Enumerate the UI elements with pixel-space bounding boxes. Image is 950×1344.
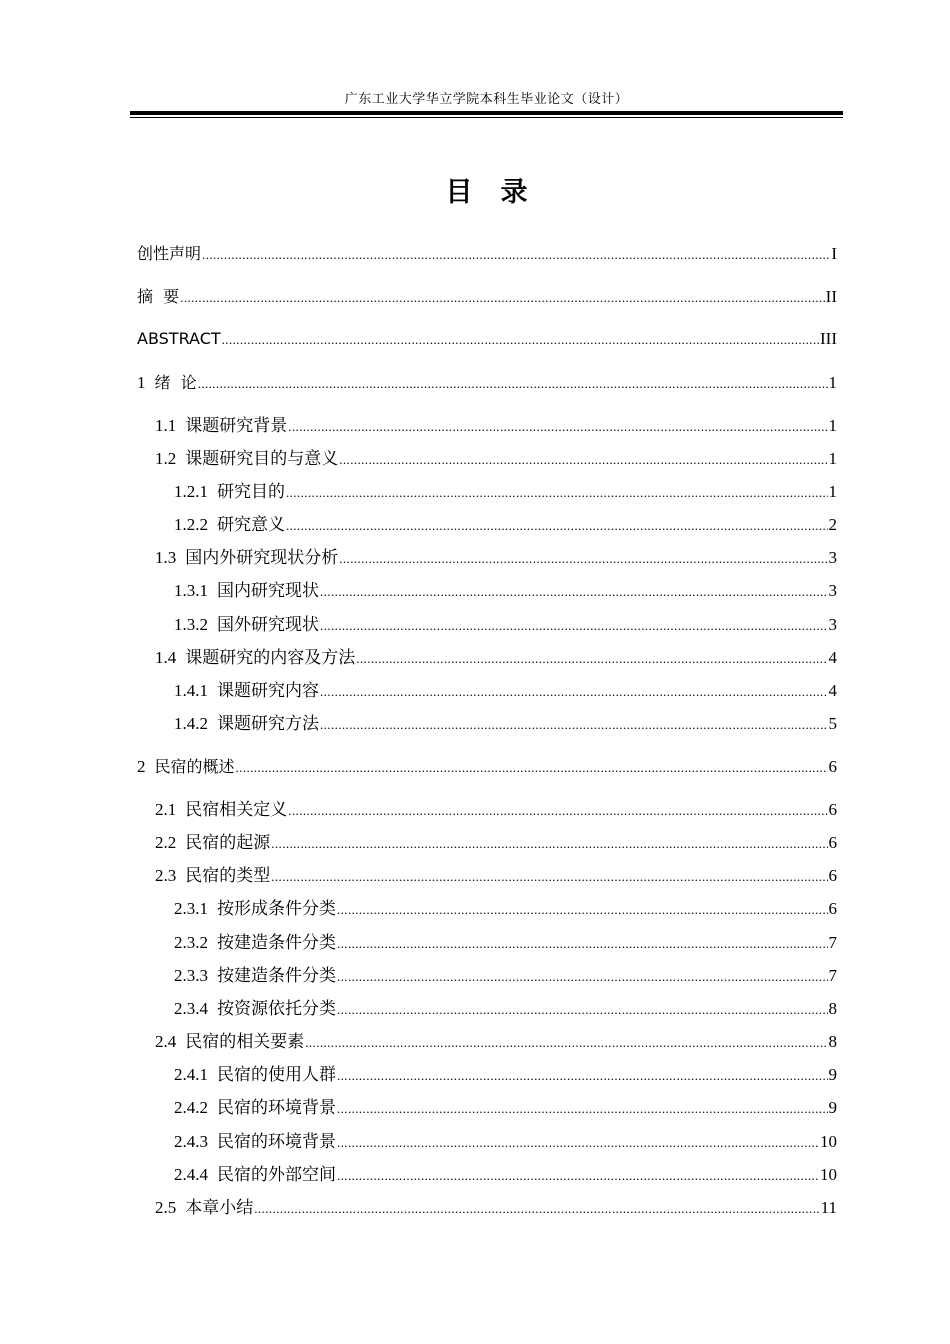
toc-entry-label: 按资源依托分类: [217, 999, 336, 1018]
running-header: 广东工业大学华立学院本科生毕业论文（设计）: [344, 91, 629, 106]
toc-entry[interactable]: [137, 415, 837, 438]
toc-entry-label: 研究目的: [217, 482, 285, 501]
toc-entry-page-number: 3: [828, 548, 837, 567]
toc-dot-leader: [236, 757, 828, 779]
toc-entry-number: 2.3.3: [174, 966, 208, 985]
toc-entry-page-number: 9: [828, 1065, 837, 1084]
toc-entry-number: 1.2.1: [174, 482, 208, 501]
toc-entry-number: 1.3.2: [174, 615, 208, 634]
toc-dot-leader: [198, 373, 828, 395]
toc-entry-number: 1.3.1: [174, 581, 208, 600]
toc-entry-label: 民宿的起源: [185, 833, 271, 852]
toc-entry[interactable]: [137, 713, 837, 736]
toc-entry-number: 2.2: [155, 833, 177, 852]
toc-entry-page-number: I: [831, 244, 837, 263]
toc-entry-number: 2.5: [155, 1198, 177, 1217]
toc-dot-leader: [288, 416, 827, 438]
toc-entry-label: 课题研究内容: [217, 681, 319, 700]
toc-dot-leader: [356, 648, 827, 670]
toc-entry-number: 1.2: [155, 449, 177, 468]
toc-entry-page-number: 6: [828, 899, 837, 918]
toc-entry[interactable]: [137, 865, 837, 888]
toc-entry-number: 2.4.3: [174, 1132, 208, 1151]
toc-dot-leader: [286, 482, 828, 504]
toc-entry[interactable]: [137, 243, 837, 266]
toc-dot-leader: [222, 329, 819, 351]
toc-entry-page-number: 4: [828, 648, 837, 667]
toc-entry-page-number: 4: [828, 681, 837, 700]
toc-dot-leader: [337, 933, 828, 955]
toc-entry[interactable]: [137, 799, 837, 822]
toc-entry-page-number: 7: [828, 933, 837, 952]
toc-entry-label: 民宿的外部空间: [217, 1165, 336, 1184]
toc-entry-label: 本章小结: [185, 1198, 254, 1217]
toc-entry-label: 按形成条件分类: [217, 899, 336, 918]
toc-entry-page-number: 1: [828, 482, 837, 501]
toc-entry-number: 1.4.1: [174, 681, 208, 700]
toc-dot-leader: [339, 548, 827, 570]
toc-dot-leader: [180, 287, 824, 309]
toc-entry-number: 2.4.4: [174, 1165, 208, 1184]
toc-entry-label: 按建造条件分类: [217, 933, 336, 952]
toc-entry-page-number: II: [825, 287, 837, 306]
toc-entry-number: 2.1: [155, 800, 177, 819]
toc-entry-number: 2.4.1: [174, 1065, 208, 1084]
toc-entry-page-number: 9: [828, 1098, 837, 1117]
toc-entry-label: 民宿相关定义: [185, 800, 288, 819]
toc-entry-page-number: 1: [828, 416, 837, 435]
toc-entry-page-number: 10: [820, 1132, 837, 1151]
toc-entry-page-number: 8: [828, 1032, 837, 1051]
toc-entry-label: ABSTRACT: [137, 329, 221, 348]
toc-entry[interactable]: [137, 998, 837, 1021]
toc-entry[interactable]: [137, 647, 837, 670]
toc-entry-page-number: III: [820, 329, 837, 348]
toc-entry[interactable]: [137, 1064, 837, 1087]
toc-entry[interactable]: [137, 756, 837, 779]
toc-entry[interactable]: [137, 1031, 837, 1054]
toc-dot-leader: [337, 966, 828, 988]
toc-dot-leader: [320, 615, 828, 637]
toc-entry[interactable]: [137, 898, 837, 921]
toc-entry-page-number: 11: [820, 1198, 837, 1217]
toc-entry[interactable]: [137, 932, 837, 955]
toc-entry-number: 1.3: [155, 548, 177, 567]
toc-entry[interactable]: [137, 832, 837, 855]
toc-dot-leader: [337, 1132, 819, 1154]
toc-entry-page-number: 7: [828, 966, 837, 985]
toc-entry[interactable]: [137, 614, 837, 637]
toc-entry-number: 1.4.2: [174, 714, 208, 733]
toc-entry-label: 民宿的相关要素: [185, 1032, 305, 1051]
toc-entry[interactable]: [137, 965, 837, 988]
toc-dot-leader: [288, 800, 827, 822]
toc-entry-page-number: 6: [828, 866, 837, 885]
toc-entry-page-number: 6: [828, 757, 837, 776]
toc-dot-leader: [320, 714, 828, 736]
toc-entry-label: 研究意义: [217, 515, 285, 534]
toc-entry-label: 国外研究现状: [217, 615, 319, 634]
toc-dot-leader: [320, 581, 828, 603]
toc-entry-label: 国内外研究现状分析: [185, 548, 339, 567]
toc-entry-page-number: 1: [828, 373, 837, 392]
toc-entry[interactable]: [137, 547, 837, 570]
header-rule-thick: [130, 111, 843, 115]
toc-dot-leader: [254, 1198, 819, 1220]
toc-entry[interactable]: [137, 328, 837, 351]
toc-entry-label: 摘 要: [137, 287, 180, 306]
toc-entry-number: 2.4.2: [174, 1098, 208, 1117]
toc-dot-leader: [305, 1032, 827, 1054]
toc-entry-page-number: 6: [828, 833, 837, 852]
toc-entry-label: 课题研究方法: [217, 714, 319, 733]
toc-dot-leader: [337, 1165, 819, 1187]
toc-entry-label: 创性声明: [137, 244, 202, 263]
toc-entry[interactable]: [137, 580, 837, 603]
toc-entry-page-number: 5: [828, 714, 837, 733]
toc-entry-page-number: 3: [828, 581, 837, 600]
toc-entry-label: 绪 论: [154, 373, 197, 392]
toc-dot-leader: [337, 1065, 828, 1087]
toc-entry-page-number: 2: [828, 515, 837, 534]
toc-entry-label: 民宿的使用人群: [217, 1065, 336, 1084]
toc-dot-leader: [271, 833, 827, 855]
toc-entry-number: 2.3.4: [174, 999, 208, 1018]
header-rule-thin: [130, 117, 843, 118]
toc-entry[interactable]: [137, 1164, 837, 1187]
toc-entry-label: 课题研究的内容及方法: [185, 648, 356, 667]
toc-entry-page-number: 10: [820, 1165, 837, 1184]
toc-entry[interactable]: [137, 286, 837, 309]
toc-entry-number: 2.3: [155, 866, 177, 885]
toc-entry-label: 按建造条件分类: [217, 966, 336, 985]
toc-entry-page-number: 3: [828, 615, 837, 634]
toc-entry-number: 2: [137, 757, 146, 776]
toc-entry-label: 民宿的环境背景: [217, 1098, 336, 1117]
page-title: 目录: [445, 177, 556, 208]
toc-entry-label: 民宿的类型: [185, 866, 271, 885]
toc-entry-label: 课题研究背景: [185, 416, 288, 435]
toc-entry-number: 1.1: [155, 416, 177, 435]
toc-entry-page-number: 1: [828, 449, 837, 468]
toc-entry-page-number: 6: [828, 800, 837, 819]
toc-dot-leader: [286, 515, 828, 537]
toc-entry-number: 2.3.1: [174, 899, 208, 918]
toc-entry-number: 2.3.2: [174, 933, 208, 952]
toc-dot-leader: [202, 244, 830, 266]
toc-entry-number: 2.4: [155, 1032, 177, 1051]
toc-entry[interactable]: [137, 1131, 837, 1154]
toc-entry[interactable]: [137, 481, 837, 504]
toc-entry[interactable]: [137, 1197, 837, 1220]
toc-entry-label: 课题研究目的与意义: [185, 449, 339, 468]
toc-dot-leader: [320, 681, 828, 703]
toc-entry[interactable]: [137, 448, 837, 471]
toc-dot-leader: [337, 999, 828, 1021]
toc-entry[interactable]: [137, 372, 837, 395]
toc-entry-label: 民宿的环境背景: [217, 1132, 336, 1151]
toc-entry-label: 民宿的概述: [154, 757, 235, 776]
toc-dot-leader: [337, 899, 828, 921]
toc-entry-page-number: 8: [828, 999, 837, 1018]
toc-entry-number: 1.4: [155, 648, 177, 667]
toc-dot-leader: [271, 866, 827, 888]
toc-entry[interactable]: [137, 514, 837, 537]
toc-entry-number: 1: [137, 373, 146, 392]
toc-dot-leader: [337, 1098, 828, 1120]
toc-entry-label: 国内研究现状: [217, 581, 319, 600]
toc-entry[interactable]: [137, 1097, 837, 1120]
toc-entry[interactable]: [137, 680, 837, 703]
toc-dot-leader: [339, 449, 827, 471]
toc-entry-number: 1.2.2: [174, 515, 208, 534]
